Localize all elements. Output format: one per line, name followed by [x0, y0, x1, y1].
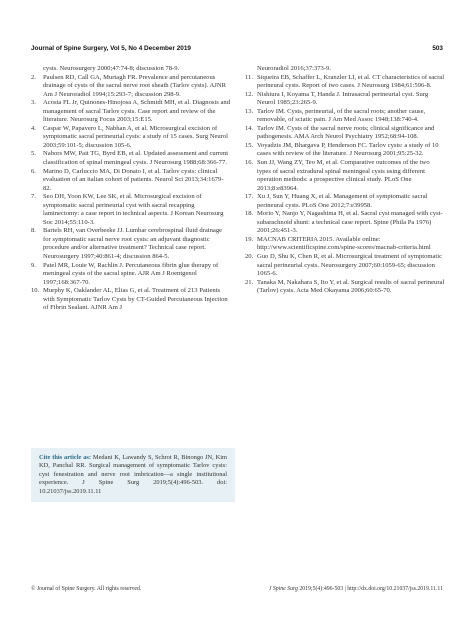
- reference-number: 6.: [31, 167, 36, 175]
- reference-item: [245, 210, 445, 236]
- reference-text: Seo DH, Yoon KW, Lee SK, et al. Microsurgical excision of symptomatic sacral perineurial cyst with sacral recapping laminectomy: a case report in technical aspects. J Korean Neurosurg Soc 2014;55:110-3.: [43, 193, 224, 226]
- reference-number: 2.: [31, 73, 36, 81]
- reference-number: 11.: [245, 73, 253, 81]
- reference-number: 13.: [245, 107, 254, 115]
- reference-text: Acosta FL Jr, Quinones-Hinojosa A, Schmidt MH, et al. Diagnosis and management of sacral Tarlov cysts. Case report and review of the literature. Neurosurg Focus 2003;15:E15.: [43, 99, 231, 124]
- reference-item: [31, 193, 231, 227]
- reference-item: [31, 150, 231, 167]
- reference-item: [31, 227, 231, 261]
- reference-number: 17.: [245, 193, 254, 201]
- reference-number: 14.: [245, 124, 254, 132]
- reference-text: Caspar W, Papavero L, Nabhan A, et al. Microsurgical excision of symptomatic sacral perineurial cysts: a study of 15 cases. Surg Neurol 2003;59:101-5; discussion 105-6.: [43, 124, 229, 149]
- reference-text: Tanaka M, Nakahara S, Ito Y, et al. Surgical results of sacral perineural (Tarlov) cysts. Acta Med Okayama 2006;60:65-70.: [257, 278, 445, 295]
- reference-item: [245, 74, 445, 91]
- reference-item: [245, 253, 445, 279]
- reference-text: cysts. Neurosurgery 2000;47:74-8; discussion 78-9.: [43, 65, 180, 72]
- reference-item: [245, 91, 445, 108]
- reference-number: 18.: [245, 210, 254, 218]
- reference-number: 20.: [245, 253, 254, 261]
- reference-item: [245, 236, 445, 253]
- reference-item: [245, 279, 445, 296]
- reference-text: Guo D, Shu K, Chen R, et al. Microsurgical treatment of symptomatic sacral perineurial cysts. Neurosurgery 2007;60:1059-65; discussion 1065-6.: [257, 253, 443, 278]
- reference-number: 7.: [31, 193, 36, 201]
- citation-label: Cite this article as:: [39, 454, 92, 461]
- reference-text: Patel MR, Louie W, Rachlin J. Percutaneous fibrin glue therapy of meningeal cysts of the sacral spine. AJR Am J Roentgenol 1997;168:367-70.: [43, 261, 219, 286]
- reference-text: Morio Y, Nanjo Y, Nagashima H, et al. Sacral cyst managed with cyst-subarachnoid shunt: a technical case report. Spine (Phila Pa 1976) 2001;26:451-3.: [257, 210, 443, 235]
- reference-number: 12.: [245, 90, 254, 98]
- reference-number: 19.: [245, 235, 254, 243]
- reference-item: [245, 193, 445, 210]
- reference-text: MACNAB CRITERIA 2015. Available online: http://www.scientificspine.com/spine-scores/macnab-criteria.html: [257, 235, 431, 252]
- reference-number: 5.: [31, 150, 36, 158]
- reference-number: 21.: [245, 278, 254, 286]
- citation-text: Medani K, Lawandy S, Schrot R, Binongo JN, Kim KD, Panchal RR. Surgical management of symptomatic Tarlov cysts: cyst fenestration and nerve root imbrication—a single institutional experience. J Spine Surg 2019;5(4):496-503. doi: 10.21037/jss.2019.11.11: [39, 454, 227, 495]
- reference-item: [31, 125, 231, 151]
- reference-item: [245, 142, 445, 159]
- reference-number: 16.: [245, 159, 254, 167]
- reference-item: [245, 65, 445, 74]
- reference-item: [31, 99, 231, 125]
- reference-item: [31, 287, 231, 313]
- journal-title: Journal of Spine Surgery, Vol 5, No 4 December 2019: [31, 45, 191, 52]
- reference-number: 4.: [31, 124, 36, 132]
- reference-text: Siqueira EB, Schaffer L, Kranzler LI, et al. CT characteristics of sacral perineural cysts. Report of two cases. J Neurosurg 1984;61:596-8.: [257, 73, 445, 90]
- reference-text: Bartels RH, van Overbeeke JJ. Lumbar cerebrospinal fluid drainage for symptomatic sacral nerve root cysts: an adjuvant diagnostic procedure and/or alternative treatment? Technical case report. Neurosurgery 1997;40:861-4; discussion 864-5.: [43, 227, 223, 261]
- reference-text: Nabors MW, Pait TG, Byrd EB, et al. Updated assessment and current classification of spinal meningeal cysts. J Neurosurg 1988;68:366-77.: [43, 150, 229, 167]
- reference-text: Paulsen RD, Call GA, Murtagh FR. Prevalence and percutaneous drainage of cysts of the sacral nerve root sheath (Tarlov cysts). AJNR Am J Neuroradiol 1994;15:293-7; discussion 298-9.: [43, 73, 227, 98]
- reference-number: 10.: [31, 287, 40, 295]
- reference-item: [245, 125, 445, 142]
- reference-text: Tarlov IM. Cysts, perineurial, of the sacral roots; another cause, removable, of sciatic pain. J Am Med Assoc 1948;138:740-4.: [257, 107, 426, 124]
- reference-text: Voyadzis JM, Bhargava P, Henderson FC. Tarlov cysts: a study of 10 cases with review of the literature. J Neurosurg 2001;95:25-32.: [257, 141, 439, 158]
- reference-text: Neuroradiol 2016;37:373-9.: [257, 65, 331, 72]
- citation-box: [31, 448, 235, 502]
- reference-text: Xu J, Sun Y, Huang X, et al. Management of symptomatic sacral perineural cysts. PLoS One 2012;7:e39958.: [257, 193, 428, 209]
- reference-item: [31, 74, 231, 100]
- reference-text: Tarlov IM. Cysts of the sacral nerve roots; clinical significance and pathogenesis. AMA Arch Neurol Psychiatry 1952;68:94-108.: [257, 124, 435, 141]
- page-footer: [31, 586, 443, 592]
- reference-item: [31, 168, 231, 194]
- copyright-text: © Journal of Spine Surgery. All rights reserved.: [31, 586, 142, 592]
- references-right-column: [245, 65, 445, 296]
- reference-text: Marino D, Carluccio MA, Di Donato I, et al. Tarlov cysts: clinical evaluation of an italian cohort of patients. Neurol Sci 2013;34:1679-82.: [43, 167, 224, 192]
- reference-number: 15.: [245, 141, 254, 149]
- references-left-column: [31, 65, 231, 313]
- footer-journal: J Spine Surg: [268, 586, 298, 592]
- footer-citation: [269, 586, 443, 592]
- reference-number: 3.: [31, 99, 36, 107]
- reference-number: 8.: [31, 227, 36, 235]
- reference-item: [245, 159, 445, 193]
- reference-number: 9.: [31, 261, 36, 269]
- reference-text: Murphy K, Oaklander AL, Elias G, et al. Treatment of 213 Patients with Symptomatic Tarlov Cysts by CT-Guided Percutaneous Injection of Fibrin Sealant. AJNR Am J: [43, 287, 228, 312]
- reference-text: Sun JJ, Wang ZY, Teo M, et al. Comparative outcomes of the two types of sacral extradural spinal meningeal cysts using different operation methods: a prospective clinical study. PLoS One 2013;8:e83964.: [257, 159, 430, 192]
- reference-item: [31, 262, 231, 288]
- reference-item: [245, 108, 445, 125]
- reference-text: Nishiura I, Koyama T, Handa J. Intrasacral perineurial cyst. Surg Neurol 1985;23:265-9.: [257, 90, 429, 107]
- footer-doi: 2019;5(4):496-503 | http://dx.doi.org/10.21037/jss.2019.11.11: [297, 586, 443, 592]
- page-number: 503: [432, 45, 443, 52]
- reference-item: [31, 65, 231, 74]
- page-header: [31, 45, 443, 52]
